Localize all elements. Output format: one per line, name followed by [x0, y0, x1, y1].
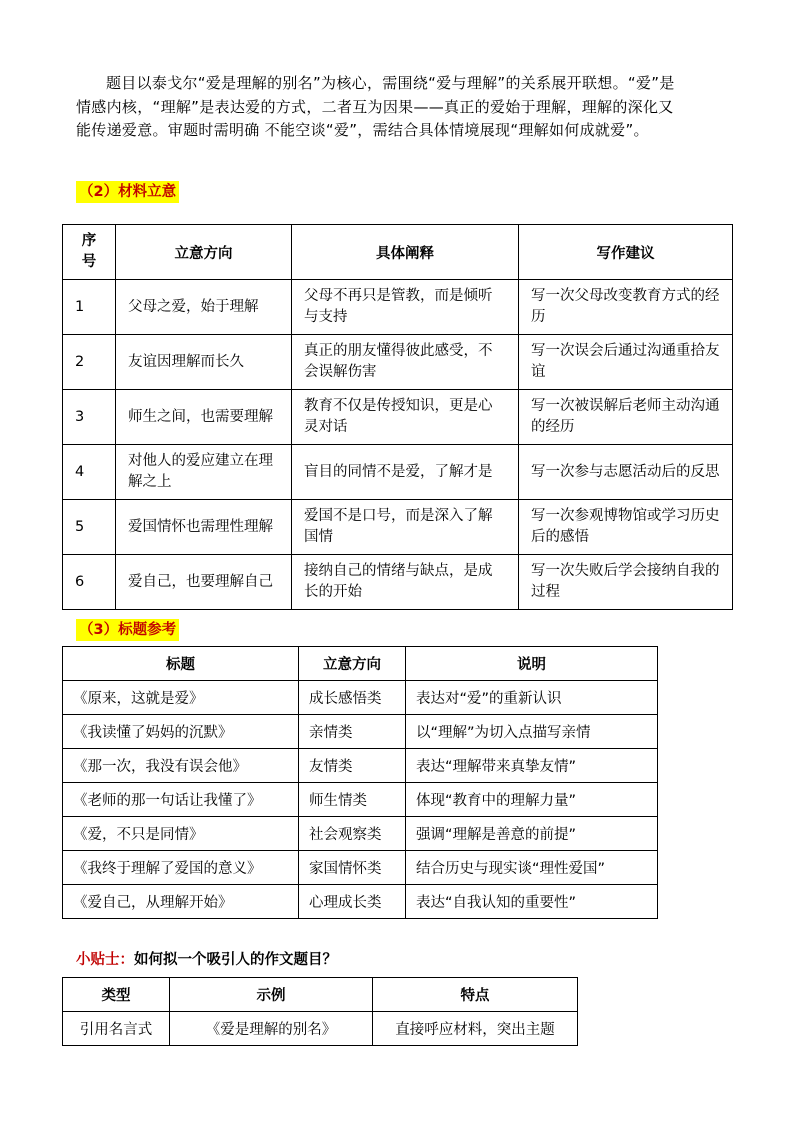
header-note: 说明 [406, 647, 658, 681]
table-cell: 心理成长类 [299, 885, 406, 919]
tip-heading [76, 948, 337, 969]
table-cell: 家国情怀类 [299, 851, 406, 885]
header-explanation: 具体阐释 [292, 225, 519, 280]
table-row [63, 817, 658, 851]
table-header-row [63, 225, 733, 280]
table-cell: 2 [63, 335, 116, 390]
section-3-title: （3）标题参考 [76, 619, 179, 641]
table-row [63, 1012, 578, 1046]
table-cell: 《原来，这就是爱》 [63, 681, 299, 715]
table-row [63, 500, 733, 555]
table-cell: 表达“理解带来真挚友情” [406, 749, 658, 783]
table-cell: 对他人的爱应建立在理解之上 [116, 445, 292, 500]
table-cell: 1 [63, 280, 116, 335]
table-row [63, 783, 658, 817]
table-cell: 直接呼应材料，突出主题 [373, 1012, 578, 1046]
table-row [63, 749, 658, 783]
header-title: 标题 [63, 647, 299, 681]
header-direction: 立意方向 [116, 225, 292, 280]
table-header-row [63, 978, 578, 1012]
table-cell: 写一次父母改变教育方式的经历 [519, 280, 733, 335]
table-cell: 以“理解”为切入点描写亲情 [406, 715, 658, 749]
table-cell: 爱自己，也要理解自己 [116, 555, 292, 610]
header-type: 类型 [63, 978, 170, 1012]
table-cell: 父母不再只是管教，而是倾听与支持 [292, 280, 519, 335]
table-cell: 《我读懂了妈妈的沉默》 [63, 715, 299, 749]
table-cell: 《爱，不只是同情》 [63, 817, 299, 851]
title-reference-table [62, 646, 658, 919]
table-row [63, 555, 733, 610]
table-cell: 友情类 [299, 749, 406, 783]
table-cell: 成长感悟类 [299, 681, 406, 715]
table-cell: 6 [63, 555, 116, 610]
table-cell: 《那一次，我没有误会他》 [63, 749, 299, 783]
tip-question: 如何拟一个吸引人的作文题目？ [134, 952, 337, 968]
table-cell: 写一次被误解后老师主动沟通的经历 [519, 390, 733, 445]
table-cell: 爱国不是口号，而是深入了解国情 [292, 500, 519, 555]
header-example: 示例 [170, 978, 373, 1012]
table-cell: 强调“理解是善意的前提” [406, 817, 658, 851]
table-cell: 表达“自我认知的重要性” [406, 885, 658, 919]
table-cell: 写一次参与志愿活动后的反思 [519, 445, 733, 500]
table-row [63, 280, 733, 335]
table-row [63, 335, 733, 390]
table-cell: 亲情类 [299, 715, 406, 749]
table-cell: 3 [63, 390, 116, 445]
table-row [63, 851, 658, 885]
table-row [63, 885, 658, 919]
table-cell: 4 [63, 445, 116, 500]
header-feature: 特点 [373, 978, 578, 1012]
table-cell: 友谊因理解而长久 [116, 335, 292, 390]
table-cell: 《爱自己，从理解开始》 [63, 885, 299, 919]
intro-section [76, 72, 676, 143]
table-cell: 表达对“爱”的重新认识 [406, 681, 658, 715]
table-row [63, 445, 733, 500]
table-cell: 5 [63, 500, 116, 555]
table-cell: 结合历史与现实谈“理性爱国” [406, 851, 658, 885]
table-cell: 《老师的那一句话让我懂了》 [63, 783, 299, 817]
table-cell: 师生之间，也需要理解 [116, 390, 292, 445]
material-table [62, 224, 733, 610]
intro-paragraph: 题目以泰戈尔“爱是理解的别名”为核心，需围绕“爱与理解”的关系展开联想。“爱”是情感内核，“理解”是表达爱的方式，二者互为因果——真正的爱始于理解，理解的深化又能传递爱意。审题时需明确 不能空谈“爱”，需结合具体情境展现“理解如何成就爱”。 [76, 74, 675, 139]
table-cell: 《爱是理解的别名》 [170, 1012, 373, 1046]
table-header-row [63, 647, 658, 681]
table-cell: 真正的朋友懂得彼此感受，不会误解伤害 [292, 335, 519, 390]
table-cell: 爱国情怀也需理性理解 [116, 500, 292, 555]
header-number: 序号 [63, 225, 116, 280]
table-row [63, 681, 658, 715]
table-cell: 社会观察类 [299, 817, 406, 851]
header-direction: 立意方向 [299, 647, 406, 681]
table-cell: 教育不仅是传授知识，更是心灵对话 [292, 390, 519, 445]
section-2-title: （2）材料立意 [76, 181, 179, 203]
table-cell: 接纳自己的情绪与缺点，是成长的开始 [292, 555, 519, 610]
table-row [63, 715, 658, 749]
table-cell: 盲目的同情不是爱，了解才是 [292, 445, 519, 500]
header-suggestion: 写作建议 [519, 225, 733, 280]
tip-table [62, 977, 578, 1046]
tip-label: 小贴士： [76, 952, 134, 968]
table-cell: 师生情类 [299, 783, 406, 817]
table-cell: 引用名言式 [63, 1012, 170, 1046]
table-cell: 体现“教育中的理解力量” [406, 783, 658, 817]
table-cell: 写一次参观博物馆或学习历史后的感悟 [519, 500, 733, 555]
table-cell: 写一次失败后学会接纳自我的过程 [519, 555, 733, 610]
table-cell: 父母之爱，始于理解 [116, 280, 292, 335]
table-row [63, 390, 733, 445]
table-cell: 写一次误会后通过沟通重拾友谊 [519, 335, 733, 390]
table-cell: 《我终于理解了爱国的意义》 [63, 851, 299, 885]
